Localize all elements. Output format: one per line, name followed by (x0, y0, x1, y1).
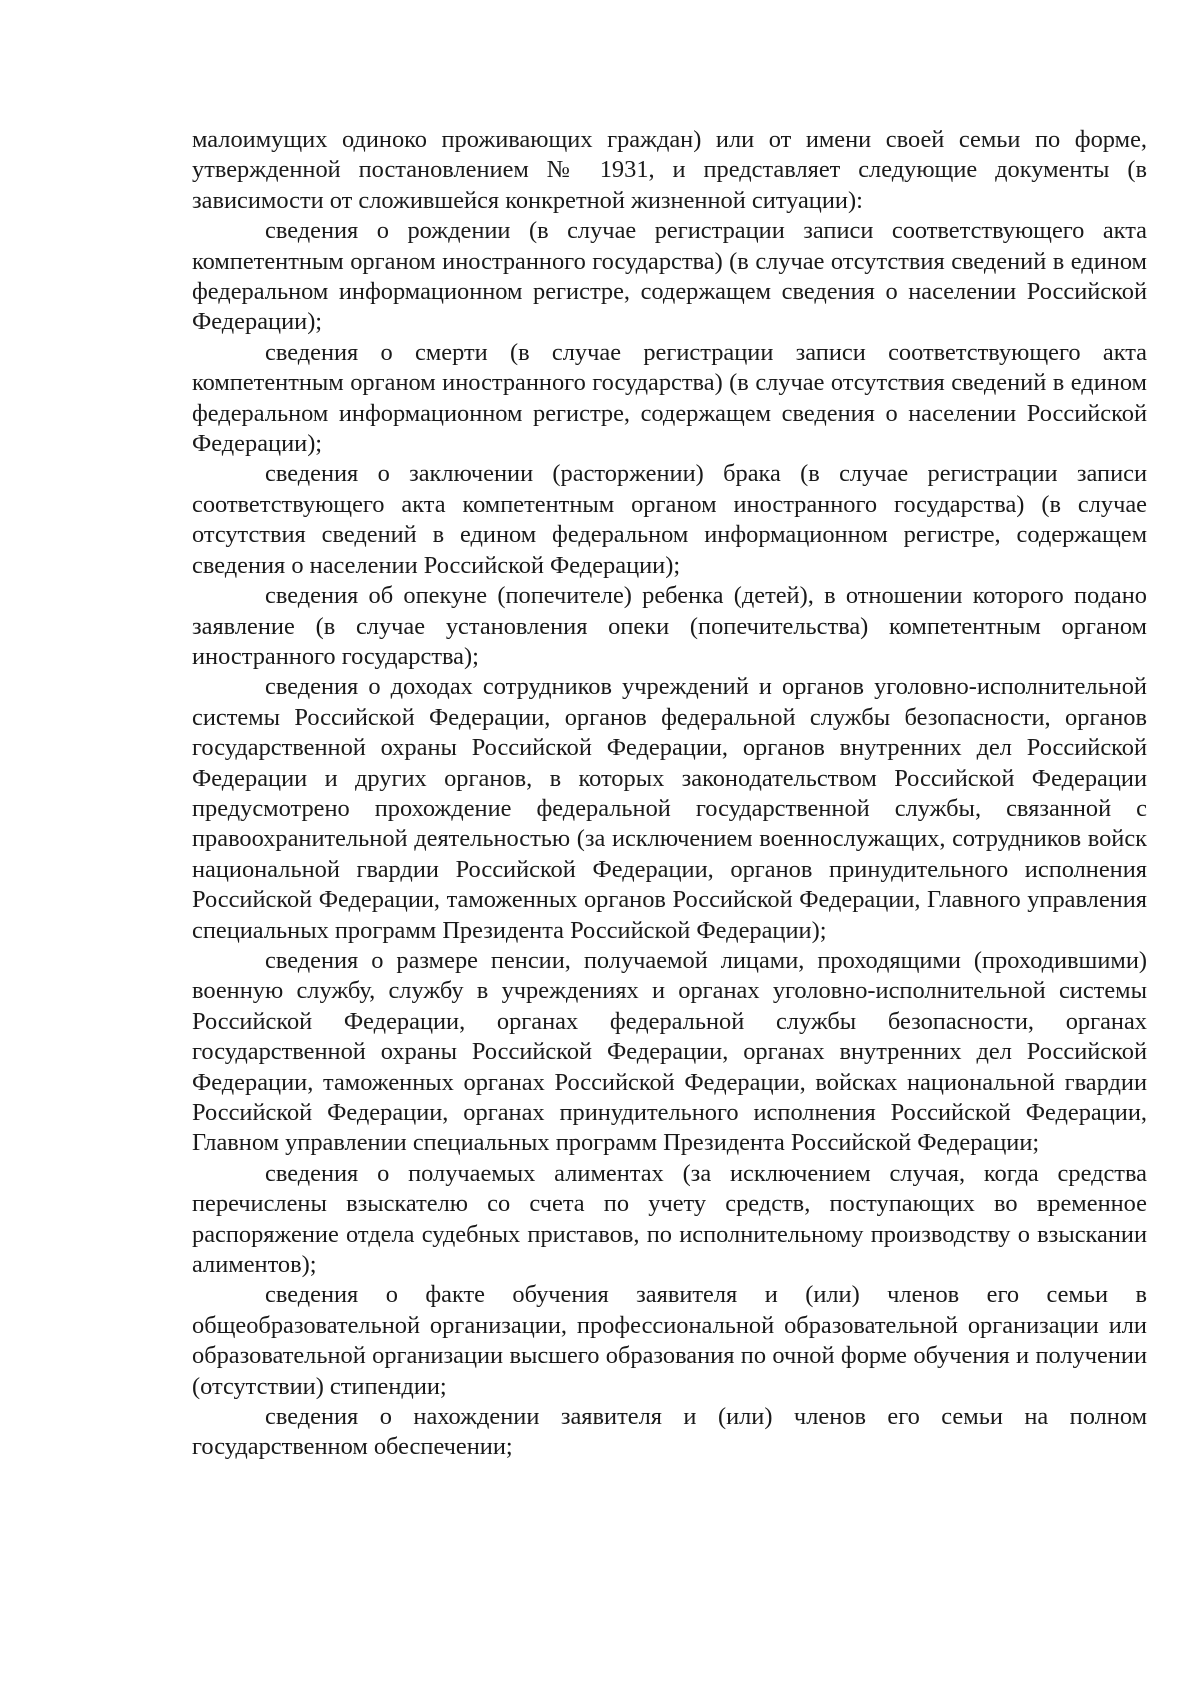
paragraph-guardian-info: сведения об опекуне (попечителе) ребенка (детей), в отношении которого подано заявление (в случае установления опеки (попечительства) компетентным органом иностранного государства); (192, 582, 1147, 670)
paragraph-employee-income-info: сведения о доходах сотрудников учреждений и органов уголовно-исполнительной системы Российской Федерации, органов федеральной службы безопасности, органов государственной охраны Российской Федерации, органов внутренних дел Российской Федерации и других органов, в которых законодательством Российской Федерации предусмотрено прохождение федеральной государственной службы, связанной с правоохранительной деятельностью (за исключением военнослужащих, сотрудников войск национальной гвардии Российской Федерации, органов принудительного исполнения Российской Федерации, таможенных органов Российской Федерации, Главного управления специальных программ Президента Российской Федерации); (192, 673, 1147, 944)
paragraph-alimony-info: сведения о получаемых алиментах (за исключением случая, когда средства перечислены взыскателю со счета по учету средств, поступающих во временное распоряжение отдела судебных приставов, по исполнительному производству о взыскании алиментов); (192, 1159, 1147, 1279)
paragraph-marriage-info: сведения о заключении (расторжении) брака (в случае регистрации записи соответствующего акта компетентным органом иностранного государства) (в случае отсутствия сведений в едином федеральном информационном регистре, содержащем сведения о населении Российской Федерации); (192, 460, 1147, 579)
paragraph-death-info: сведения о смерти (в случае регистрации записи соответствующего акта компетентным органом иностранного государства) (в случае отсутствия сведений в едином федеральном информационном регистре, содержащем сведения о населении Российской Федерации); (192, 338, 1147, 458)
paragraph-education-info: сведения о факте обучения заявителя и (или) членов его семьи в общеобразовательной организации, профессиональной образовательной организации или образовательной организации высшего образования по очной форме обучения и получении (отсутствии) стипендии; (192, 1281, 1147, 1400)
document-body (192, 125, 1147, 1463)
paragraph-pension-info: сведения о размере пенсии, получаемой лицами, проходящими (проходившими) военную службу, службу в учреждениях и органах уголовно-исполнительной системы Российской Федерации, органах федеральной службы безопасности, органах государственной охраны Российской Федерации, органах внутренних дел Российской Федерации, таможенных органах Российской Федерации, войсках национальной гвардии Российской Федерации, органах принудительного исполнения Российской Федерации, Главном управлении специальных программ Президента Российской Федерации; (192, 946, 1147, 1157)
paragraph-state-support-info: сведения о нахождении заявителя и (или) членов его семьи на полном государственном обеспечении; (192, 1403, 1147, 1461)
paragraph-application-form: малоимущих одиноко проживающих граждан) или от имени своей семьи по форме, утвержденной постановлением № 1931, и представляет следующие документы (в зависимости от сложившейся конкретной жизненной ситуации): (192, 126, 1147, 214)
paragraph-birth-info: сведения о рождении (в случае регистрации записи соответствующего акта компетентным органом иностранного государства) (в случае отсутствия сведений в едином федеральном информационном регистре, содержащем сведения о населении Российской Федерации); (192, 217, 1147, 336)
